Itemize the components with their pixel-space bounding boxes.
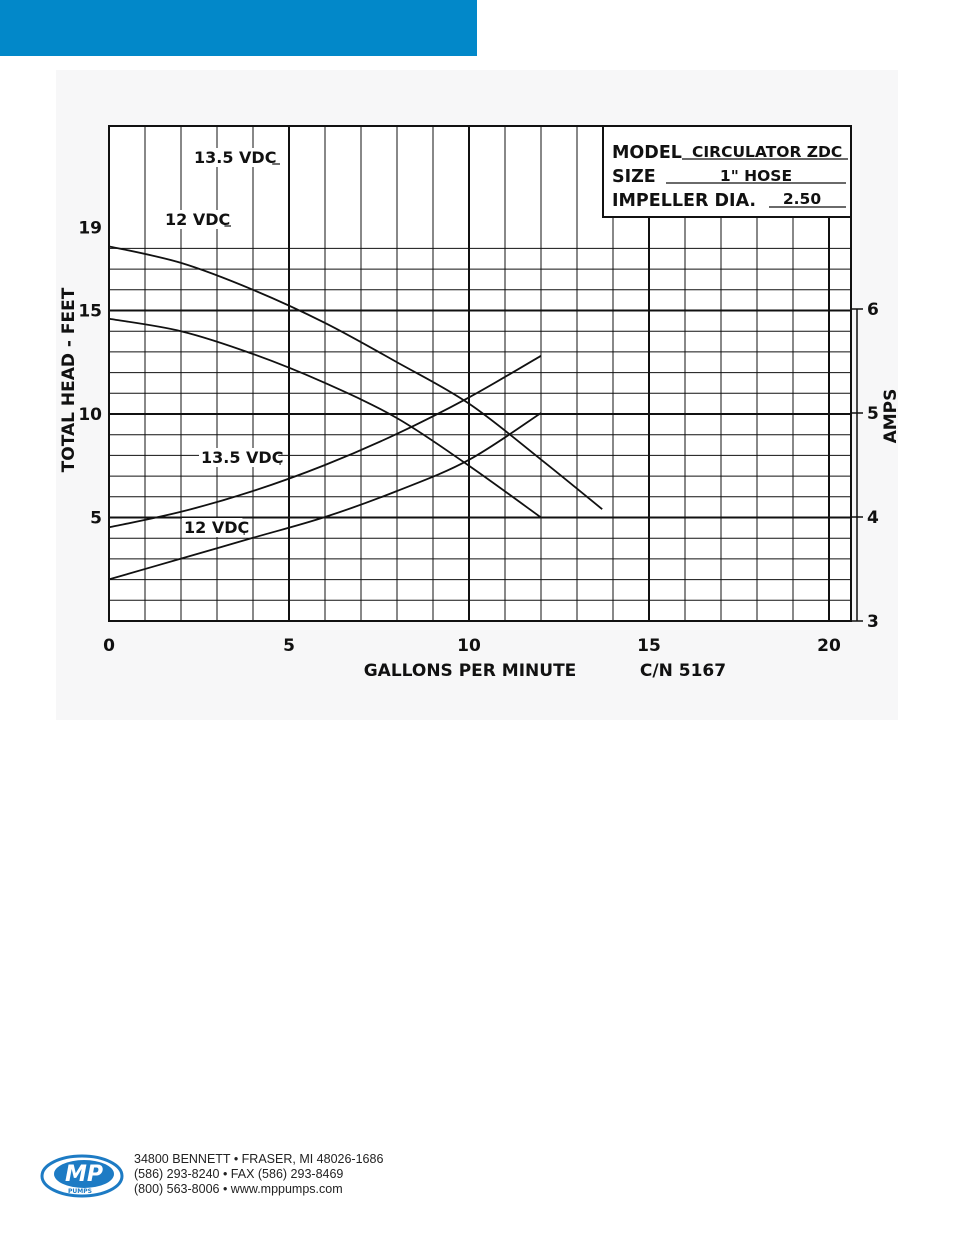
y-tick-label: 10 [78,405,102,425]
right-tick-label: 3 [867,612,879,632]
right-tick-label: 6 [867,300,879,320]
impeller-label: IMPELLER DIA. [612,191,757,211]
phone-line: (586) 293-8240 • FAX (586) 293-8469 [134,1167,344,1181]
y-tick-label: 5 [90,508,102,529]
right-tick-label: 5 [867,404,879,424]
brand-header-bar [0,0,477,56]
web-line: (800) 563-8006 • www.mppumps.com [134,1182,343,1196]
catalog-number: C/N 5167 [639,661,727,681]
right-tick-label: 4 [867,508,879,528]
company-footer [40,1150,440,1210]
impeller-value: 2.50 [782,190,822,208]
logo-text: MP [64,1162,104,1187]
right-axis-label: AMPS [881,388,901,444]
model-label: MODEL [612,143,682,163]
x-tick-label: 15 [637,636,661,656]
model-value: CIRCULATOR ZDC [692,143,843,161]
x-axis-label: GALLONS PER MINUTE [363,661,577,681]
address-line: 34800 BENNETT • FRASER, MI 48026-1686 [134,1152,384,1166]
series-label: 13.5 VDC [194,148,277,167]
series-label: 13.5 VDC [201,448,284,467]
series-label: 12 VDC [165,210,231,229]
y-tick-label: 19 [78,218,102,239]
y-tick-label: 15 [78,301,102,322]
chart-canvas [56,70,901,720]
model-info-box [603,126,851,217]
x-tick-label: 0 [103,636,115,656]
y-axis-label: TOTAL HEAD - FEET [59,287,79,473]
company-address [134,1152,383,1197]
x-tick-label: 5 [283,636,295,656]
pump-performance-chart [56,70,901,720]
logo-subtext: PUMPS [68,1188,92,1195]
series-label: 12 VDC [184,518,250,537]
x-tick-label: 10 [457,636,481,656]
size-value: 1" HOSE [719,167,793,185]
size-label: SIZE [612,167,656,187]
x-tick-label: 20 [817,636,841,656]
mp-pumps-logo [40,1153,128,1199]
